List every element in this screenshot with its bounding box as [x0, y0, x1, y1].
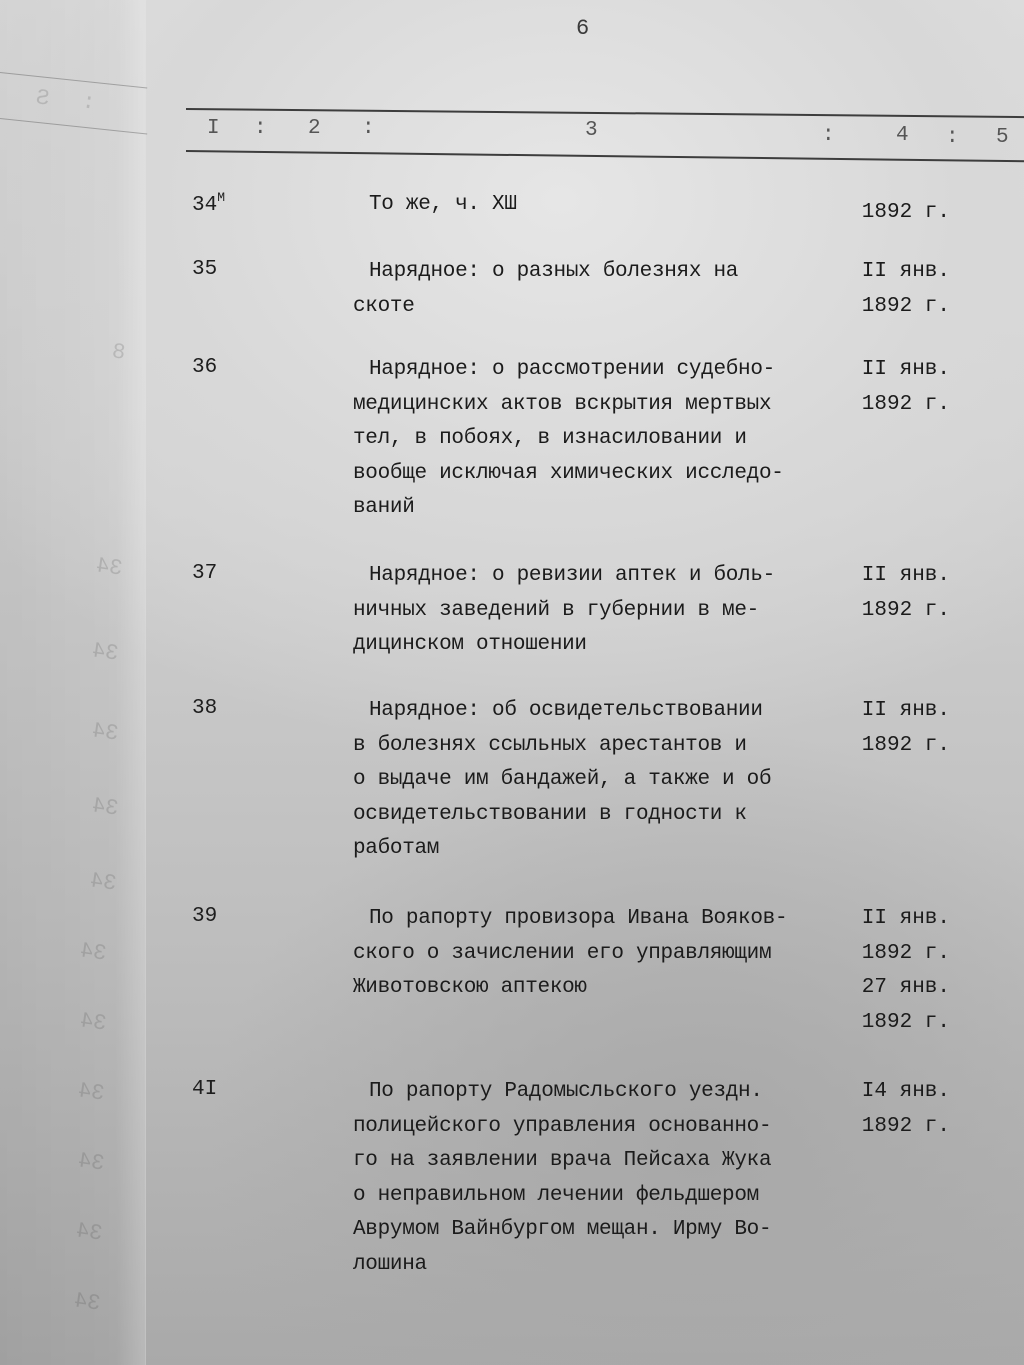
entry-date [840, 559, 950, 628]
ghost-glyph: 34 [78, 1008, 109, 1037]
ghost-glyph: 34 [90, 638, 121, 667]
entry-number-value: 34 [192, 194, 218, 217]
column-header-1: I [207, 117, 220, 140]
date-line: 1892 г. [861, 201, 950, 224]
entry-line: Нарядное: о рассмотрении судебно- [369, 358, 775, 381]
entry-line: По рапорту Радомысльского уездн. [369, 1080, 763, 1103]
date-line: 1892 г. [861, 733, 950, 757]
ghost-rule [0, 72, 147, 88]
entry-date [840, 1075, 950, 1144]
entry-line: Животовскою аптекою [353, 976, 587, 999]
entry-number: 36 [192, 356, 218, 379]
page-number: 6 [576, 16, 590, 41]
date-line: I4 янв. [861, 1080, 950, 1103]
ghost-glyph: 34 [76, 1078, 107, 1107]
column-header-4: 4 [896, 124, 909, 147]
entry-line: дицинском отношении [353, 633, 587, 656]
entry-date [840, 196, 950, 231]
entry-line: Нарядное: об освидетельствовании [369, 699, 763, 722]
entry-date [840, 353, 950, 422]
entry-line: ничных заведений в губернии в ме- [353, 598, 759, 622]
entry-line: в болезнях ссыльных арестантов и [353, 733, 747, 757]
ghost-glyph: 8 [110, 339, 127, 366]
date-line: 1892 г. [861, 1010, 950, 1034]
header-rule-bottom [186, 150, 1024, 162]
entry-line: тел, в побоях, в изнасиловании и [353, 427, 747, 450]
column-separator: : [362, 117, 375, 140]
entry-number: 35 [192, 258, 218, 281]
column-separator: : [946, 126, 959, 149]
entry-description [353, 353, 833, 526]
entry-description [353, 1075, 833, 1282]
ghost-rule [0, 118, 147, 134]
date-line: II янв. [861, 699, 950, 722]
date-line: II янв. [861, 564, 950, 587]
entry-number: 39 [192, 905, 218, 928]
entry-line: освидетельствовании в годности к [353, 802, 747, 826]
entry-description [353, 188, 833, 223]
column-header-3: 3 [585, 119, 598, 142]
entry-line: ского о зачислении его управляющим [353, 941, 772, 965]
entry-line: медицинских актов вскрытия мертвых [353, 392, 772, 416]
adjacent-page-bleed-through [0, 0, 146, 1365]
date-line: 1892 г. [861, 392, 950, 416]
entry-date [840, 694, 950, 763]
date-line: II янв. [861, 260, 950, 283]
entry-line: о неправильном лечении фельдшером [353, 1183, 759, 1207]
entry-line: вообще исключая химических исследо- [353, 461, 784, 485]
entry-line: По рапорту провизора Ивана Вояков- [369, 907, 788, 930]
entry-number [192, 190, 225, 217]
entry-line: То же, ч. XШ [369, 193, 517, 216]
date-line: II янв. [861, 358, 950, 381]
column-header-5: 5 [996, 126, 1009, 149]
entry-description [353, 559, 833, 663]
entry-line: го на заявлении врача Пейсаха Жука [353, 1149, 772, 1172]
entry-date [840, 902, 950, 1040]
date-line: 1892 г. [861, 598, 950, 622]
ghost-glyph: : [80, 89, 97, 116]
entry-description [353, 902, 833, 1006]
entry-number: 37 [192, 562, 218, 585]
ghost-glyph: 34 [72, 1288, 103, 1317]
entry-number: 38 [192, 697, 218, 720]
entry-line: скоте [353, 294, 415, 318]
entry-number: 4I [192, 1078, 218, 1101]
date-line: 27 янв. [861, 976, 950, 999]
entry-line: Нарядное: о ревизии аптек и боль- [369, 564, 775, 587]
column-separator: : [254, 117, 267, 140]
entry-description [353, 694, 833, 867]
entry-number-suffix: М [217, 190, 226, 205]
date-line: 1892 г. [861, 294, 950, 318]
entry-line: о выдаче им бандажей, а также и об [353, 768, 772, 791]
ghost-glyph: 34 [94, 553, 125, 582]
ghost-glyph: 34 [78, 938, 109, 967]
entry-line: работам [353, 837, 440, 860]
entry-line: ваний [353, 496, 415, 519]
column-separator: : [822, 124, 835, 147]
ghost-glyph: 34 [88, 868, 119, 897]
date-line: 1892 г. [861, 1114, 950, 1138]
entry-date [840, 255, 950, 324]
date-line: 1892 г. [861, 941, 950, 965]
entry-line: Аврумом Вайнбургом мещан. Ирму Во- [353, 1218, 772, 1241]
entry-line: Нарядное: о разных болезнях на [369, 260, 739, 283]
entry-line: лошина [353, 1252, 427, 1276]
ghost-glyph: 34 [90, 718, 121, 747]
ghost-glyph: 34 [90, 793, 121, 822]
ghost-glyph: 34 [74, 1218, 105, 1247]
entry-line: полицейского управления основанно- [353, 1114, 772, 1138]
ghost-glyph: 34 [76, 1148, 107, 1177]
entry-description [353, 255, 833, 324]
column-header-2: 2 [308, 117, 321, 140]
ghost-glyph: S [34, 85, 51, 112]
date-line: II янв. [861, 907, 950, 930]
